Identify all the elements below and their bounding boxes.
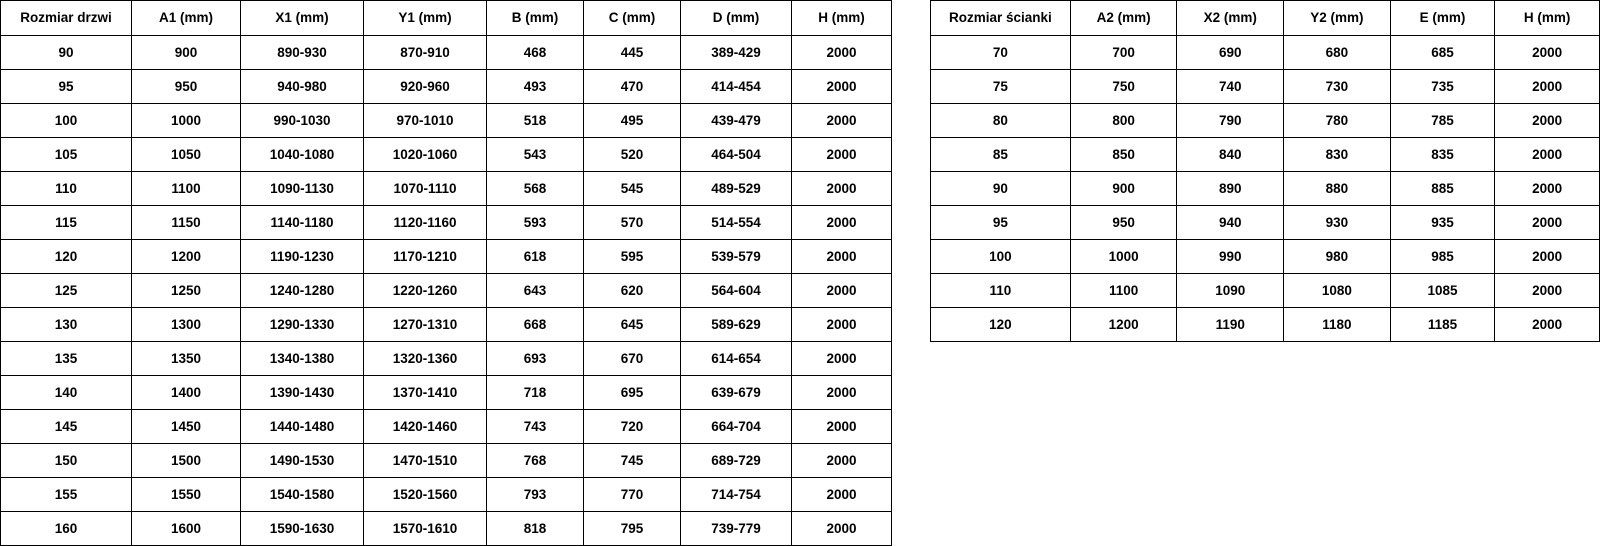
doors-cell: 2000: [792, 240, 892, 274]
walls-cell: 1200: [1070, 308, 1177, 342]
walls-cell: 780: [1284, 104, 1391, 138]
walls-cell: 785: [1390, 104, 1495, 138]
doors-cell: 739-779: [681, 512, 792, 546]
doors-cell: 818: [487, 512, 584, 546]
doors-cell: 645: [584, 308, 681, 342]
doors-cell: 518: [487, 104, 584, 138]
doors-cell: 770: [584, 478, 681, 512]
walls-dimensions-table: [930, 0, 1600, 342]
doors-cell: 743: [487, 410, 584, 444]
walls-cell: 985: [1390, 240, 1495, 274]
walls-cell: 110: [931, 274, 1071, 308]
walls-cell: 930: [1284, 206, 1391, 240]
doors-cell: 768: [487, 444, 584, 478]
table-row: [1, 342, 892, 376]
doors-column-header-5: C (mm): [584, 1, 681, 36]
doors-cell: 870-910: [364, 36, 487, 70]
doors-cell: 105: [1, 138, 132, 172]
doors-cell: 2000: [792, 206, 892, 240]
doors-cell: 1170-1210: [364, 240, 487, 274]
doors-cell: 539-579: [681, 240, 792, 274]
doors-cell: 718: [487, 376, 584, 410]
walls-cell: 2000: [1495, 172, 1600, 206]
walls-cell: 750: [1070, 70, 1177, 104]
walls-cell: 730: [1284, 70, 1391, 104]
doors-cell: 1090-1130: [241, 172, 364, 206]
doors-cell: 1270-1310: [364, 308, 487, 342]
table-row: [931, 36, 1600, 70]
doors-cell: 150: [1, 444, 132, 478]
table-row: [1, 206, 892, 240]
walls-cell: 990: [1177, 240, 1284, 274]
walls-cell: 1000: [1070, 240, 1177, 274]
walls-cell: 740: [1177, 70, 1284, 104]
doors-column-header-3: Y1 (mm): [364, 1, 487, 36]
doors-cell: 145: [1, 410, 132, 444]
doors-cell: 1450: [132, 410, 241, 444]
doors-cell: 1000: [132, 104, 241, 138]
doors-cell: 1100: [132, 172, 241, 206]
walls-column-header-0: Rozmiar ścianki: [931, 1, 1071, 36]
doors-cell: 414-454: [681, 70, 792, 104]
walls-cell: 70: [931, 36, 1071, 70]
doors-cell: 1490-1530: [241, 444, 364, 478]
walls-cell: 100: [931, 240, 1071, 274]
walls-cell: 1190: [1177, 308, 1284, 342]
walls-table-header: [931, 1, 1600, 36]
walls-cell: 95: [931, 206, 1071, 240]
doors-cell: 489-529: [681, 172, 792, 206]
walls-cell: 2000: [1495, 138, 1600, 172]
doors-cell: 689-729: [681, 444, 792, 478]
doors-cell: 2000: [792, 342, 892, 376]
walls-cell: 980: [1284, 240, 1391, 274]
doors-cell: 135: [1, 342, 132, 376]
doors-cell: 2000: [792, 376, 892, 410]
walls-cell: 880: [1284, 172, 1391, 206]
walls-cell: 735: [1390, 70, 1495, 104]
doors-cell: 445: [584, 36, 681, 70]
doors-cell: 2000: [792, 36, 892, 70]
walls-cell: 2000: [1495, 104, 1600, 138]
doors-cell: 1570-1610: [364, 512, 487, 546]
doors-cell: 2000: [792, 138, 892, 172]
table-row: [1, 240, 892, 274]
table-row: [931, 172, 1600, 206]
walls-cell: 690: [1177, 36, 1284, 70]
doors-cell: 2000: [792, 172, 892, 206]
table-row: [931, 70, 1600, 104]
doors-cell: 795: [584, 512, 681, 546]
doors-cell: 643: [487, 274, 584, 308]
doors-cell: 570: [584, 206, 681, 240]
walls-cell: 1185: [1390, 308, 1495, 342]
doors-cell: 1190-1230: [241, 240, 364, 274]
walls-cell: 1180: [1284, 308, 1391, 342]
doors-column-header-4: B (mm): [487, 1, 584, 36]
table-row: [1, 512, 892, 546]
doors-cell: 695: [584, 376, 681, 410]
table-header-row: [931, 1, 1600, 36]
walls-cell: 2000: [1495, 240, 1600, 274]
doors-cell: 545: [584, 172, 681, 206]
doors-cell: 595: [584, 240, 681, 274]
table-row: [931, 274, 1600, 308]
doors-table-body: [1, 36, 892, 546]
doors-cell: 564-604: [681, 274, 792, 308]
doors-cell: 970-1010: [364, 104, 487, 138]
table-row: [1, 376, 892, 410]
doors-cell: 2000: [792, 274, 892, 308]
walls-cell: 830: [1284, 138, 1391, 172]
doors-cell: 664-704: [681, 410, 792, 444]
doors-cell: 1520-1560: [364, 478, 487, 512]
table-row: [1, 410, 892, 444]
doors-cell: 493: [487, 70, 584, 104]
doors-cell: 1220-1260: [364, 274, 487, 308]
doors-cell: 389-429: [681, 36, 792, 70]
doors-cell: 110: [1, 172, 132, 206]
doors-cell: 614-654: [681, 342, 792, 376]
doors-cell: 2000: [792, 70, 892, 104]
table-row: [1, 138, 892, 172]
table-row: [1, 274, 892, 308]
table-row: [931, 138, 1600, 172]
walls-cell: 940: [1177, 206, 1284, 240]
doors-cell: 543: [487, 138, 584, 172]
doors-cell: 1290-1330: [241, 308, 364, 342]
walls-cell: 1085: [1390, 274, 1495, 308]
doors-cell: 593: [487, 206, 584, 240]
doors-cell: 2000: [792, 478, 892, 512]
doors-cell: 940-980: [241, 70, 364, 104]
doors-column-header-0: Rozmiar drzwi: [1, 1, 132, 36]
doors-cell: 2000: [792, 444, 892, 478]
doors-cell: 1200: [132, 240, 241, 274]
walls-column-header-3: Y2 (mm): [1284, 1, 1391, 36]
doors-column-header-2: X1 (mm): [241, 1, 364, 36]
doors-cell: 1390-1430: [241, 376, 364, 410]
doors-cell: 2000: [792, 308, 892, 342]
doors-cell: 618: [487, 240, 584, 274]
doors-cell: 2000: [792, 512, 892, 546]
doors-cell: 890-930: [241, 36, 364, 70]
doors-cell: 468: [487, 36, 584, 70]
doors-cell: 1370-1410: [364, 376, 487, 410]
walls-cell: 85: [931, 138, 1071, 172]
walls-cell: 850: [1070, 138, 1177, 172]
doors-cell: 620: [584, 274, 681, 308]
doors-cell: 2000: [792, 410, 892, 444]
walls-cell: 80: [931, 104, 1071, 138]
walls-cell: 2000: [1495, 206, 1600, 240]
doors-cell: 1550: [132, 478, 241, 512]
doors-cell: 639-679: [681, 376, 792, 410]
doors-cell: 668: [487, 308, 584, 342]
doors-cell: 115: [1, 206, 132, 240]
doors-column-header-7: H (mm): [792, 1, 892, 36]
table-row: [931, 240, 1600, 274]
doors-cell: 793: [487, 478, 584, 512]
doors-cell: 1250: [132, 274, 241, 308]
doors-cell: 900: [132, 36, 241, 70]
doors-cell: 1020-1060: [364, 138, 487, 172]
table-header-row: [1, 1, 892, 36]
walls-cell: 900: [1070, 172, 1177, 206]
doors-column-header-1: A1 (mm): [132, 1, 241, 36]
doors-cell: 1150: [132, 206, 241, 240]
doors-cell: 950: [132, 70, 241, 104]
doors-cell: 1120-1160: [364, 206, 487, 240]
walls-cell: 935: [1390, 206, 1495, 240]
table-row: [1, 104, 892, 138]
doors-cell: 1400: [132, 376, 241, 410]
walls-cell: 2000: [1495, 274, 1600, 308]
doors-cell: 90: [1, 36, 132, 70]
walls-cell: 2000: [1495, 308, 1600, 342]
walls-cell: 835: [1390, 138, 1495, 172]
walls-cell: 885: [1390, 172, 1495, 206]
doors-cell: 1440-1480: [241, 410, 364, 444]
walls-column-header-5: H (mm): [1495, 1, 1600, 36]
doors-cell: 495: [584, 104, 681, 138]
walls-cell: 1080: [1284, 274, 1391, 308]
doors-cell: 1320-1360: [364, 342, 487, 376]
doors-cell: 2000: [792, 104, 892, 138]
walls-cell: 800: [1070, 104, 1177, 138]
walls-cell: 700: [1070, 36, 1177, 70]
doors-cell: 470: [584, 70, 681, 104]
walls-table-body: [931, 36, 1600, 342]
walls-cell: 1090: [1177, 274, 1284, 308]
doors-cell: 1600: [132, 512, 241, 546]
doors-cell: 464-504: [681, 138, 792, 172]
walls-cell: 2000: [1495, 70, 1600, 104]
walls-cell: 685: [1390, 36, 1495, 70]
walls-cell: 90: [931, 172, 1071, 206]
walls-cell: 75: [931, 70, 1071, 104]
doors-cell: 1590-1630: [241, 512, 364, 546]
doors-cell: 990-1030: [241, 104, 364, 138]
doors-cell: 1470-1510: [364, 444, 487, 478]
walls-column-header-2: X2 (mm): [1177, 1, 1284, 36]
doors-cell: 95: [1, 70, 132, 104]
doors-cell: 100: [1, 104, 132, 138]
doors-cell: 714-754: [681, 478, 792, 512]
doors-cell: 1340-1380: [241, 342, 364, 376]
doors-cell: 514-554: [681, 206, 792, 240]
doors-cell: 1420-1460: [364, 410, 487, 444]
table-row: [931, 206, 1600, 240]
table-row: [1, 70, 892, 104]
table-row: [931, 104, 1600, 138]
doors-cell: 1040-1080: [241, 138, 364, 172]
doors-cell: 589-629: [681, 308, 792, 342]
doors-cell: 140: [1, 376, 132, 410]
doors-cell: 439-479: [681, 104, 792, 138]
doors-cell: 1300: [132, 308, 241, 342]
doors-cell: 125: [1, 274, 132, 308]
doors-cell: 130: [1, 308, 132, 342]
doors-cell: 1540-1580: [241, 478, 364, 512]
doors-cell: 745: [584, 444, 681, 478]
doors-table-header: [1, 1, 892, 36]
table-row: [931, 308, 1600, 342]
doors-cell: 520: [584, 138, 681, 172]
doors-cell: 160: [1, 512, 132, 546]
table-row: [1, 308, 892, 342]
walls-table-container: [930, 0, 1600, 342]
walls-cell: 2000: [1495, 36, 1600, 70]
doors-cell: 568: [487, 172, 584, 206]
doors-cell: 693: [487, 342, 584, 376]
walls-cell: 840: [1177, 138, 1284, 172]
walls-cell: 120: [931, 308, 1071, 342]
doors-cell: 1140-1180: [241, 206, 364, 240]
table-row: [1, 36, 892, 70]
doors-cell: 920-960: [364, 70, 487, 104]
table-row: [1, 444, 892, 478]
doors-cell: 720: [584, 410, 681, 444]
walls-column-header-4: E (mm): [1390, 1, 1495, 36]
doors-cell: 1240-1280: [241, 274, 364, 308]
doors-column-header-6: D (mm): [681, 1, 792, 36]
doors-cell: 670: [584, 342, 681, 376]
walls-column-header-1: A2 (mm): [1070, 1, 1177, 36]
table-row: [1, 478, 892, 512]
walls-cell: 1100: [1070, 274, 1177, 308]
walls-cell: 790: [1177, 104, 1284, 138]
doors-cell: 1070-1110: [364, 172, 487, 206]
walls-cell: 890: [1177, 172, 1284, 206]
table-row: [1, 172, 892, 206]
doors-cell: 1050: [132, 138, 241, 172]
doors-cell: 1500: [132, 444, 241, 478]
walls-cell: 680: [1284, 36, 1391, 70]
walls-cell: 950: [1070, 206, 1177, 240]
doors-cell: 155: [1, 478, 132, 512]
doors-cell: 1350: [132, 342, 241, 376]
doors-cell: 120: [1, 240, 132, 274]
